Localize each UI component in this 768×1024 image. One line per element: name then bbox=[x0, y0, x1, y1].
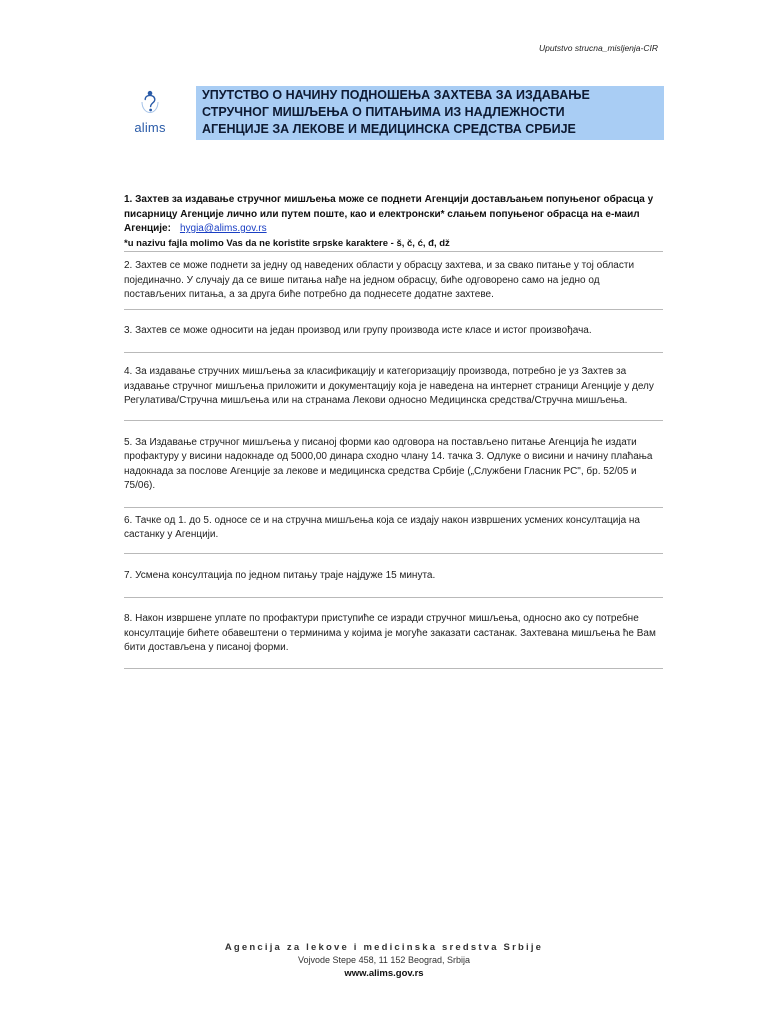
alims-logo bbox=[128, 90, 172, 138]
instruction-text: 2. Захтев се може поднети за једну од наведених области у обрасцу захтева, и за свако питање у тој области појединачно. У случају да се више питања нађе на једном обрасцу, биће одговорено само на једно од постављених питања, а за друга биће потребно да поднесете додатне захтеве. bbox=[124, 260, 635, 300]
instruction-item-7 bbox=[124, 554, 663, 599]
instruction-item-1 bbox=[124, 193, 663, 252]
instruction-text: 8. Након извршене уплате по профактури приступиће се изради стручног мишљења, односно ако су потребне консултације бићете обавештени о терминима у којима је могуће заказати састанак. Захтевана мишљења ће Вам бити достављена у писаној форми. bbox=[124, 613, 656, 653]
instruction-item-6 bbox=[124, 508, 663, 554]
alims-logo-icon bbox=[140, 90, 160, 116]
instruction-text: 3. Захтев се може односити на један производ или групу производа исте класе и истог произвођача. bbox=[124, 324, 592, 336]
footer-website-link[interactable]: www.alims.gov.rs bbox=[344, 968, 424, 979]
instruction-item-3 bbox=[124, 310, 663, 354]
instruction-text: 5. За Издавање стручног мишљења у писаној форми као одговора на постављено питање Агенција ће издати профактуру у висини надокнаде од 5000,00 динара сходно члану 14. тачка 3. Одлуке о висини и начину плаћања надокнада за послове Агенције за лекове и медицинска средства Србије („Службени Гласник РС", бр. 52/05 и 75/06). bbox=[124, 436, 653, 491]
document-title bbox=[196, 86, 664, 140]
title-line: СТРУЧНОГ МИШЉЕЊА О ПИТАЊИМА ИЗ НАДЛЕЖНОСТИ bbox=[202, 105, 565, 119]
page-footer bbox=[0, 941, 768, 981]
footer-organization: Agencija za lekove i medicinska sredstva Srbije bbox=[224, 942, 544, 953]
email-link[interactable]: hygia@alims.gov.rs bbox=[179, 223, 267, 234]
instruction-text: 6. Тачке од 1. до 5. односе се и на стручна мишљења која се издају након извршених усмених консултација на састанку у Агенцији. bbox=[124, 514, 640, 540]
document-code: Uputstvo strucna_misljenja-CIR bbox=[538, 43, 658, 53]
title-line: АГЕНЦИЈЕ ЗА ЛЕКОВЕ И МЕДИЦИНСКА СРЕДСТВА СРБИЈЕ bbox=[202, 122, 576, 136]
instruction-item-2 bbox=[124, 252, 663, 310]
instruction-text: 4. За издавање стручних мишљења за класификацију и категоризацију производа, потребно је уз Захтев за издавање стручног мишљења приложити и документацију која је наведена на интернет страници Агенције у делу Регулатива/Стручна мишљења или на странама Лекови односно Медицинска средства/Стручна мишљења. bbox=[124, 366, 654, 406]
instruction-text: 7. Усмена консултација по једном питању траје најдуже 15 минута. bbox=[124, 569, 436, 581]
instruction-item-4 bbox=[124, 353, 663, 421]
title-line: УПУТСТВО О НАЧИНУ ПОДНОШЕЊА ЗАХТЕВА ЗА ИЗДАВАЊЕ bbox=[202, 88, 590, 102]
instructions-list bbox=[124, 193, 663, 669]
instruction-item-8 bbox=[124, 598, 663, 669]
footer-address: Vojvode Stepe 458, 11 152 Beograd, Srbija bbox=[298, 955, 470, 965]
filename-note: *u nazivu fajla molimo Vas da ne koristite srpske karaktere - š, č, ć, đ, dž bbox=[124, 237, 450, 249]
instruction-item-5 bbox=[124, 421, 663, 508]
instruction-text: 1. Захтев за издавање стручног мишљења може се поднети Агенцији достављањем попуњеног обрасца у писарницу Агенције лично или путем поште, као и електронски* слањем попуњеног обрасца на е-маил Агенције: bbox=[124, 194, 654, 234]
logo-wordmark: alims bbox=[134, 120, 166, 135]
